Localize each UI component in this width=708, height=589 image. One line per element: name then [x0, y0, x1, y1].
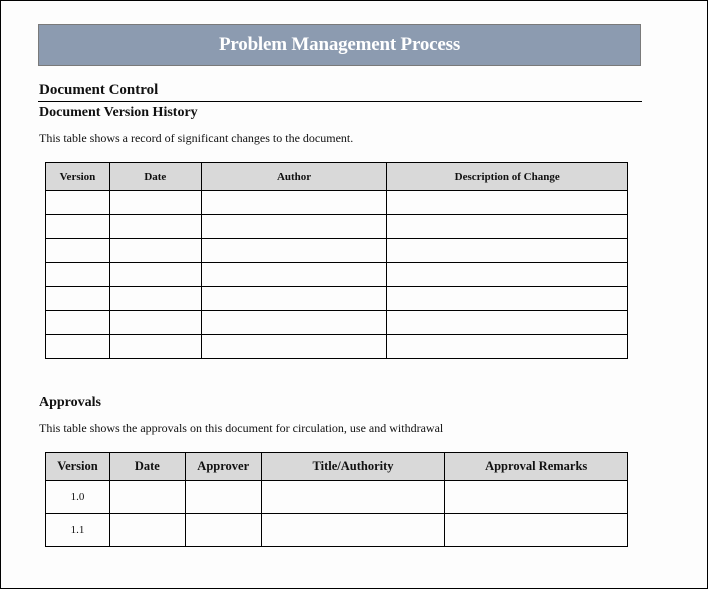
- table-cell[interactable]: [387, 239, 628, 263]
- table-cell[interactable]: [46, 215, 110, 239]
- table-cell[interactable]: [46, 191, 110, 215]
- table-cell[interactable]: [46, 263, 110, 287]
- column-header-author: Author: [201, 163, 387, 191]
- table-cell[interactable]: [261, 514, 445, 547]
- table-cell[interactable]: [109, 287, 201, 311]
- version-history-heading: Document Version History: [39, 105, 198, 120]
- table-cell[interactable]: [445, 514, 628, 547]
- table-cell[interactable]: [46, 335, 110, 359]
- table-cell[interactable]: [201, 215, 387, 239]
- heading-divider: [38, 101, 642, 102]
- table-header-row: [46, 453, 628, 481]
- table-row: [46, 287, 628, 311]
- version-history-description: This table shows a record of significant changes to the document.: [39, 131, 354, 145]
- column-header-title-authority: Title/Authority: [261, 453, 445, 481]
- table-row: [46, 263, 628, 287]
- version-cell: 1.1: [46, 514, 110, 547]
- table-cell[interactable]: [109, 263, 201, 287]
- table-row: [46, 514, 628, 547]
- column-header-description: Description of Change: [387, 163, 628, 191]
- column-header-approval-remarks: Approval Remarks: [445, 453, 628, 481]
- table-cell[interactable]: [201, 287, 387, 311]
- table-cell[interactable]: [387, 335, 628, 359]
- table-header-row: [46, 163, 628, 191]
- version-history-table: [45, 162, 628, 359]
- column-header-date: Date: [109, 453, 185, 481]
- table-row: [46, 481, 628, 514]
- table-row: [46, 335, 628, 359]
- table-cell[interactable]: [46, 239, 110, 263]
- title-banner: [38, 24, 641, 66]
- table-row: [46, 215, 628, 239]
- table-cell[interactable]: [261, 481, 445, 514]
- table-cell[interactable]: [387, 263, 628, 287]
- column-header-version: Version: [46, 163, 110, 191]
- table-cell[interactable]: [201, 311, 387, 335]
- table-cell[interactable]: [445, 481, 628, 514]
- table-cell[interactable]: [109, 191, 201, 215]
- table-cell[interactable]: [109, 481, 185, 514]
- document-title: Problem Management Process: [218, 34, 461, 55]
- approvals-description: This table shows the approvals on this document for circulation, use and withdrawal: [39, 421, 444, 435]
- table-cell[interactable]: [46, 311, 110, 335]
- version-cell: 1.0: [46, 481, 110, 514]
- table-row: [46, 311, 628, 335]
- column-header-version: Version: [46, 453, 110, 481]
- approvals-heading: Approvals: [39, 395, 101, 410]
- table-cell[interactable]: [201, 191, 387, 215]
- section-heading-document-control: Document Control: [39, 82, 159, 98]
- column-header-approver: Approver: [185, 453, 261, 481]
- table-row: [46, 191, 628, 215]
- table-cell[interactable]: [185, 481, 261, 514]
- column-header-date: Date: [109, 163, 201, 191]
- table-cell[interactable]: [201, 263, 387, 287]
- table-cell[interactable]: [109, 239, 201, 263]
- table-cell[interactable]: [109, 311, 201, 335]
- table-cell[interactable]: [387, 287, 628, 311]
- table-cell[interactable]: [185, 514, 261, 547]
- table-cell[interactable]: [387, 311, 628, 335]
- approvals-table: [45, 452, 628, 547]
- table-cell[interactable]: [387, 191, 628, 215]
- table-cell[interactable]: [46, 287, 110, 311]
- table-cell[interactable]: [109, 335, 201, 359]
- table-cell[interactable]: [201, 239, 387, 263]
- table-cell[interactable]: [201, 335, 387, 359]
- table-cell[interactable]: [387, 215, 628, 239]
- table-cell[interactable]: [109, 514, 185, 547]
- table-cell[interactable]: [109, 215, 201, 239]
- table-row: [46, 239, 628, 263]
